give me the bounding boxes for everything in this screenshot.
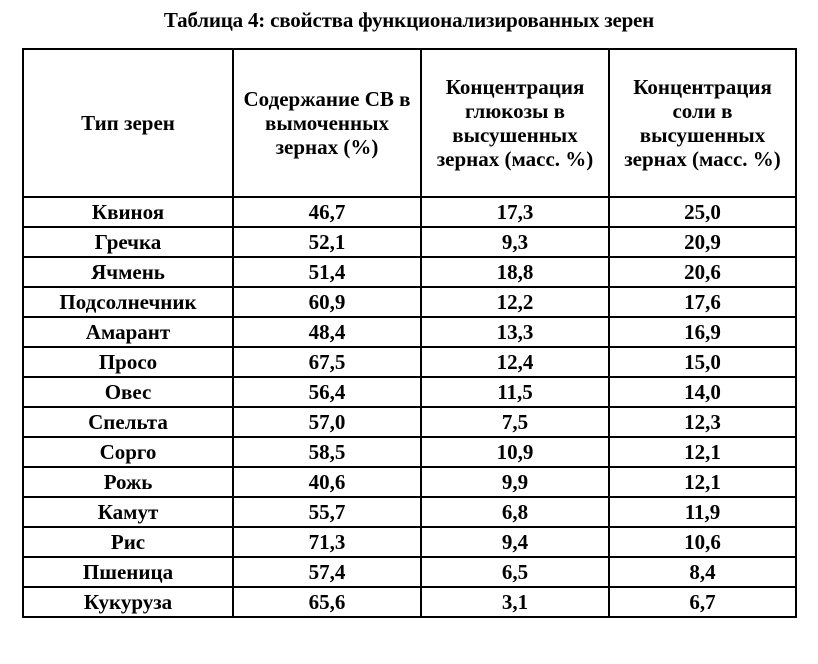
glucose-cell: 6,5: [421, 557, 609, 587]
salt-cell: 16,9: [609, 317, 796, 347]
grain-type-cell: Подсолнечник: [23, 287, 233, 317]
grain-type-cell: Овес: [23, 377, 233, 407]
salt-cell: 12,3: [609, 407, 796, 437]
salt-cell: 20,6: [609, 257, 796, 287]
grain-type-cell: Ячмень: [23, 257, 233, 287]
dry-matter-cell: 55,7: [233, 497, 421, 527]
dry-matter-cell: 51,4: [233, 257, 421, 287]
salt-cell: 8,4: [609, 557, 796, 587]
salt-cell: 12,1: [609, 437, 796, 467]
grain-type-cell: Камут: [23, 497, 233, 527]
table-row: [23, 287, 796, 317]
dry-matter-cell: 67,5: [233, 347, 421, 377]
glucose-cell: 12,4: [421, 347, 609, 377]
table-row: [23, 527, 796, 557]
table-row: [23, 557, 796, 587]
grain-type-cell: Спельта: [23, 407, 233, 437]
dry-matter-cell: 65,6: [233, 587, 421, 617]
glucose-cell: 17,3: [421, 197, 609, 227]
table-row: [23, 347, 796, 377]
table-row: [23, 257, 796, 287]
header-glucose-concentration: Концентрация глюкозы в высушенных зернах (масс. %): [421, 49, 609, 197]
dry-matter-cell: 58,5: [233, 437, 421, 467]
grain-type-cell: Просо: [23, 347, 233, 377]
grain-properties-table: [22, 48, 797, 618]
dry-matter-cell: 60,9: [233, 287, 421, 317]
dry-matter-cell: 57,0: [233, 407, 421, 437]
glucose-cell: 13,3: [421, 317, 609, 347]
dry-matter-cell: 52,1: [233, 227, 421, 257]
header-salt-concentration: Концентрация соли в высушенных зернах (масс. %): [609, 49, 796, 197]
grain-type-cell: Амарант: [23, 317, 233, 347]
glucose-cell: 3,1: [421, 587, 609, 617]
header-dry-matter: Содержание СВ в вымоченных зернах (%): [233, 49, 421, 197]
glucose-cell: 12,2: [421, 287, 609, 317]
grain-type-cell: Квиноя: [23, 197, 233, 227]
salt-cell: 12,1: [609, 467, 796, 497]
salt-cell: 10,6: [609, 527, 796, 557]
glucose-cell: 18,8: [421, 257, 609, 287]
glucose-cell: 9,9: [421, 467, 609, 497]
grain-type-cell: Кукуруза: [23, 587, 233, 617]
table-row: [23, 587, 796, 617]
salt-cell: 6,7: [609, 587, 796, 617]
grain-type-cell: Рожь: [23, 467, 233, 497]
table-row: [23, 467, 796, 497]
salt-cell: 20,9: [609, 227, 796, 257]
salt-cell: 15,0: [609, 347, 796, 377]
grain-type-cell: Рис: [23, 527, 233, 557]
grain-type-cell: Пшеница: [23, 557, 233, 587]
grain-type-cell: Гречка: [23, 227, 233, 257]
glucose-cell: 9,3: [421, 227, 609, 257]
dry-matter-cell: 48,4: [233, 317, 421, 347]
table-row: [23, 437, 796, 467]
dry-matter-cell: 57,4: [233, 557, 421, 587]
glucose-cell: 9,4: [421, 527, 609, 557]
glucose-cell: 11,5: [421, 377, 609, 407]
glucose-cell: 10,9: [421, 437, 609, 467]
table-row: [23, 197, 796, 227]
dry-matter-cell: 40,6: [233, 467, 421, 497]
salt-cell: 14,0: [609, 377, 796, 407]
header-grain-type: Тип зерен: [23, 49, 233, 197]
table-row: [23, 317, 796, 347]
table-caption: Таблица 4: свойства функционализированных зерен: [163, 8, 655, 32]
salt-cell: 11,9: [609, 497, 796, 527]
dry-matter-cell: 56,4: [233, 377, 421, 407]
table-row: [23, 377, 796, 407]
dry-matter-cell: 46,7: [233, 197, 421, 227]
glucose-cell: 6,8: [421, 497, 609, 527]
salt-cell: 17,6: [609, 287, 796, 317]
table-row: [23, 227, 796, 257]
dry-matter-cell: 71,3: [233, 527, 421, 557]
glucose-cell: 7,5: [421, 407, 609, 437]
salt-cell: 25,0: [609, 197, 796, 227]
table-row: [23, 407, 796, 437]
grain-type-cell: Сорго: [23, 437, 233, 467]
table-header-row: [23, 49, 796, 197]
table-body: [23, 197, 796, 617]
table-row: [23, 497, 796, 527]
